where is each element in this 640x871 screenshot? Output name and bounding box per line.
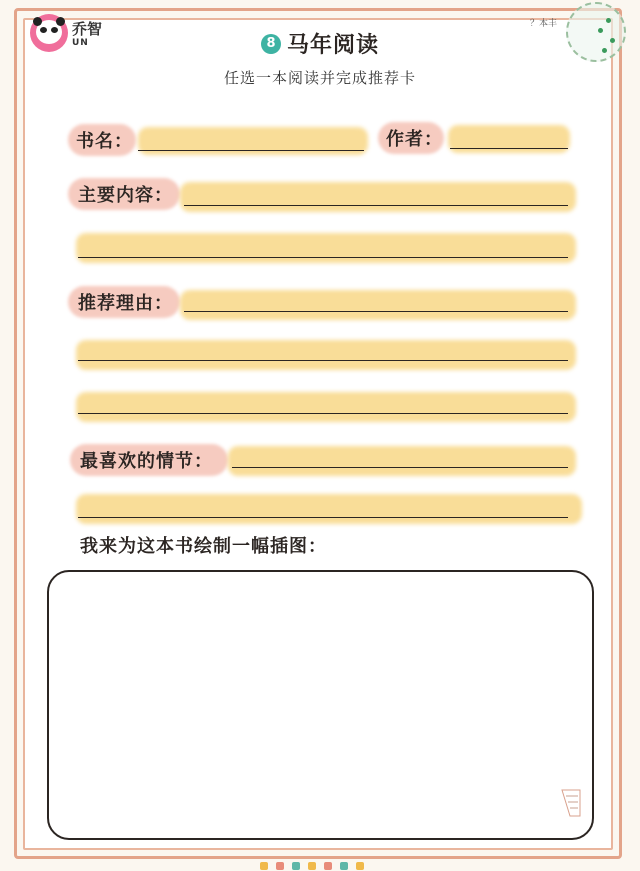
recommend-reason-field-1[interactable]	[184, 311, 568, 312]
watercolor-wash	[76, 494, 582, 524]
watercolor-wash	[180, 182, 576, 212]
watercolor-wash	[180, 290, 576, 320]
favorite-plot-field-2[interactable]	[78, 517, 568, 518]
footer-decoration	[260, 862, 380, 871]
main-content-label: 主要内容：	[78, 185, 173, 206]
recommend-reason-field-2[interactable]	[78, 360, 568, 361]
logo-subtext: UN	[72, 38, 89, 48]
recommend-reason-label: 推荐理由：	[78, 293, 173, 314]
favorite-plot-field-1[interactable]	[232, 467, 568, 468]
title-text: 马年阅读	[286, 33, 379, 58]
page-corner-icon	[560, 788, 582, 818]
book-name-label: 书名：	[76, 131, 133, 152]
illustration-prompt: 我来为这本书绘制一幅插图：	[80, 536, 327, 557]
page-subtitle: 任选一本阅读并完成推荐卡	[223, 69, 416, 87]
main-content-field-1[interactable]	[184, 205, 568, 206]
logo-text: 乔智	[72, 20, 103, 38]
title-number-badge: 8	[261, 34, 281, 54]
watercolor-wash	[76, 392, 576, 422]
page-title	[0, 28, 640, 59]
author-label: 作者：	[386, 129, 443, 150]
favorite-plot-label: 最喜欢的情节：	[80, 451, 213, 472]
book-name-field[interactable]	[138, 150, 364, 151]
watercolor-wash	[76, 340, 576, 370]
main-content-field-2[interactable]	[78, 257, 568, 258]
illustration-drawing-area[interactable]	[47, 570, 594, 840]
recommend-reason-field-3[interactable]	[78, 413, 568, 414]
watercolor-wash	[76, 233, 576, 263]
corner-text-fragment: ？本丰	[530, 19, 558, 29]
author-field[interactable]	[450, 148, 568, 149]
watercolor-wash	[228, 446, 576, 476]
